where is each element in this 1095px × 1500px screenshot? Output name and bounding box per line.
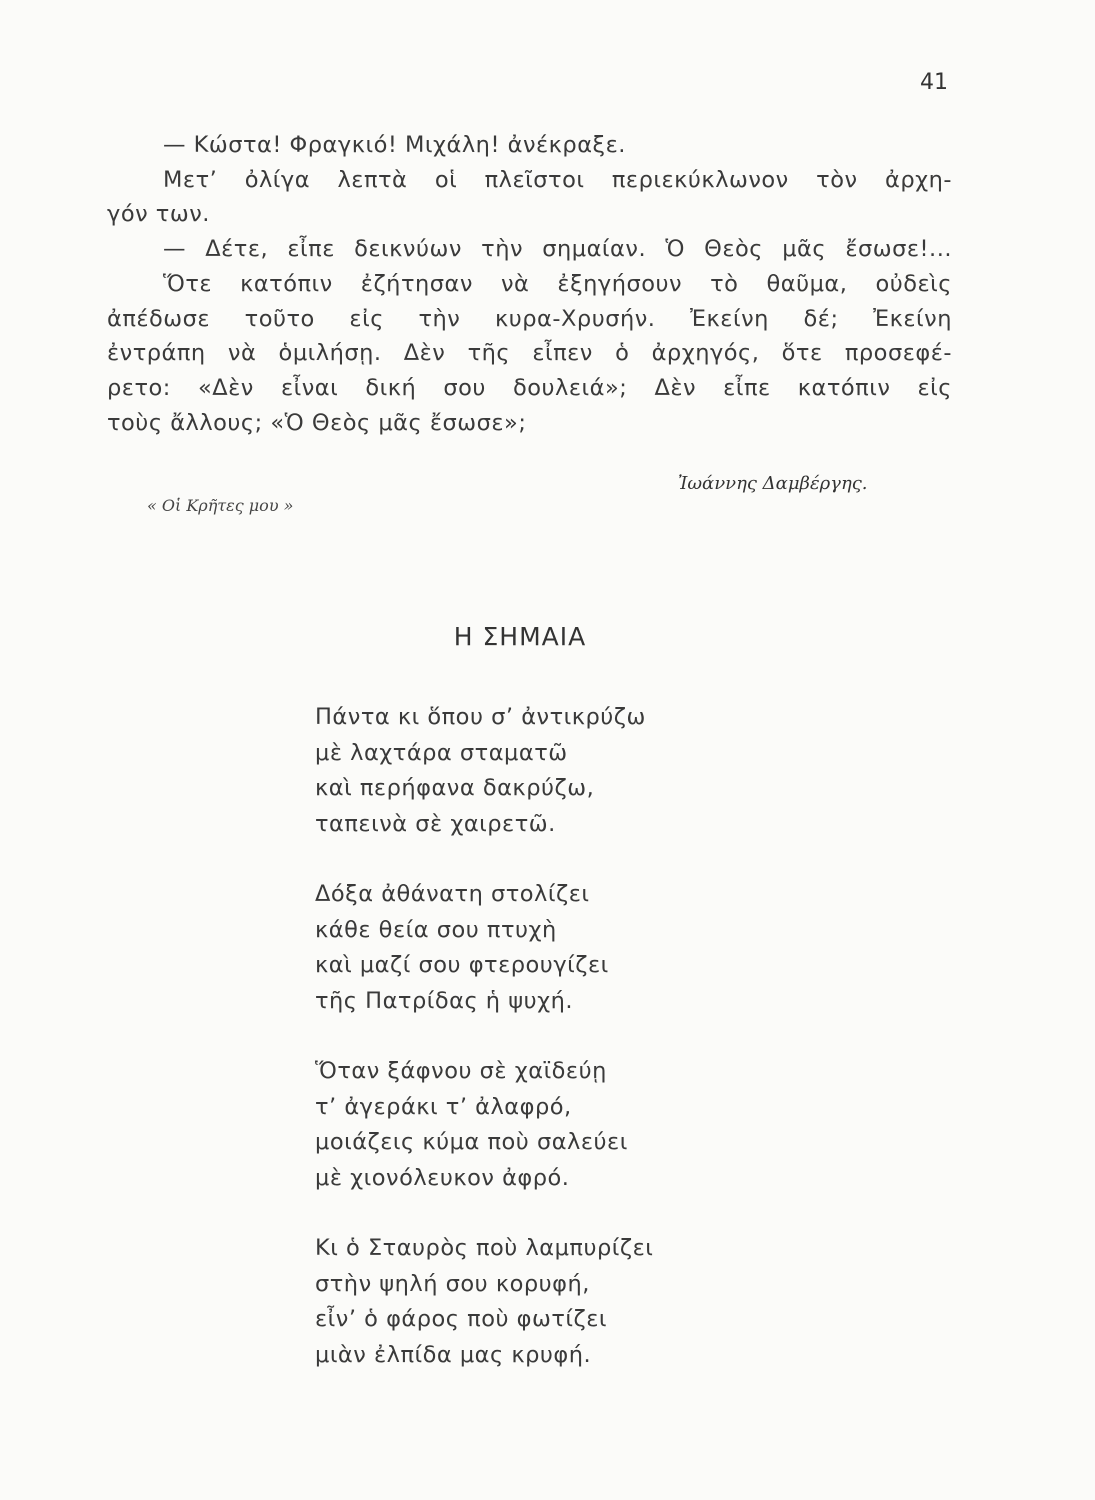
poem-stanza [315, 1054, 653, 1196]
poem-line: εἶν’ ὁ φάρος ποὺ φωτίζει [315, 1306, 607, 1332]
poem-line: τ’ ἀγεράκι τ’ ἀλαφρό, [315, 1093, 572, 1120]
poem-line: Ὅταν ξάφνου σὲ χαϊδεύῃ [315, 1058, 607, 1084]
poem-line: Κι ὁ Σταυρὸς ποὺ λαμπυρίζει [315, 1235, 654, 1261]
prose-line: Ὅτε κατόπιν ἐζήτησαν νὰ ἐξηγήσουν τὸ θαῦμα, οὐδεὶς [163, 270, 952, 297]
poem-line: τῆς Πατρίδας ἡ ψυχή. [315, 987, 573, 1014]
author-signature: Ἰωάννης Δαμβέργης. [678, 473, 868, 494]
poem-line: καὶ μαζί σου φτερουγίζει [315, 952, 609, 978]
poem-title: Η ΣΗΜΑΙΑ [453, 622, 587, 651]
poem-stanza [315, 700, 653, 842]
poem-line: μοιάζεις κύμα ποὺ σαλεύει [315, 1129, 628, 1155]
poem-line: μιὰν ἐλπίδα μας κρυφή. [315, 1341, 592, 1368]
poem-line: κάθε θεία σου πτυχὴ [315, 916, 557, 943]
source-citation: « Οἱ Κρῆτες μου » [147, 496, 294, 515]
poem-stanza [315, 1231, 653, 1373]
poem [315, 700, 653, 1408]
prose-line: ἐντράπη νὰ ὁμιλήσῃ. Δὲν τῆς εἶπεν ὁ ἀρχηγός, ὅτε προσεφέ- [107, 340, 952, 367]
poem-line: μὲ λαχτάρα σταματῶ [315, 739, 568, 766]
prose-line: ἀπέδωσε τοῦτο εἰς τὴν κυρα-Χρυσήν. Ἐκείνη δέ; Ἐκείνη [107, 305, 952, 332]
prose-line: — Κώστα! Φραγκιό! Μιχάλη! ἀνέκραξε. [163, 132, 626, 158]
prose-line: — Δέτε, εἶπε δεικνύων τὴν σημαίαν. Ὁ Θεὸς μᾶς ἔσωσε!... [163, 236, 952, 263]
poem-line: Πάντα κι ὅπου σ’ ἀντικρύζω [315, 704, 646, 730]
poem-line: Δόξα ἀθάνατη στολίζει [315, 881, 590, 907]
poem-line: στὴν ψηλή σου κορυφή, [315, 1270, 590, 1297]
prose-line: Μετ’ ὀλίγα λεπτὰ οἱ πλεῖστοι περιεκύκλωνον τὸν ἀρχη- [163, 166, 952, 193]
poem-line: καὶ περήφανα δακρύζω, [315, 775, 595, 801]
prose-block [107, 128, 952, 440]
poem-line: μὲ χιονόλευκον ἀφρό. [315, 1164, 570, 1191]
poem-stanza [315, 877, 653, 1019]
page-number: 41 [920, 70, 948, 95]
poem-line: ταπεινὰ σὲ χαιρετῶ. [315, 810, 556, 837]
prose-line: ρετο: «Δὲν εἶναι δική σου δουλειά»; Δὲν εἶπε κατόπιν εἰς [107, 374, 952, 401]
prose-line: γόν των. [107, 201, 210, 228]
prose-line: τοὺς ἄλλους; «Ὁ Θεὸς μᾶς ἔσωσε»; [107, 409, 527, 436]
